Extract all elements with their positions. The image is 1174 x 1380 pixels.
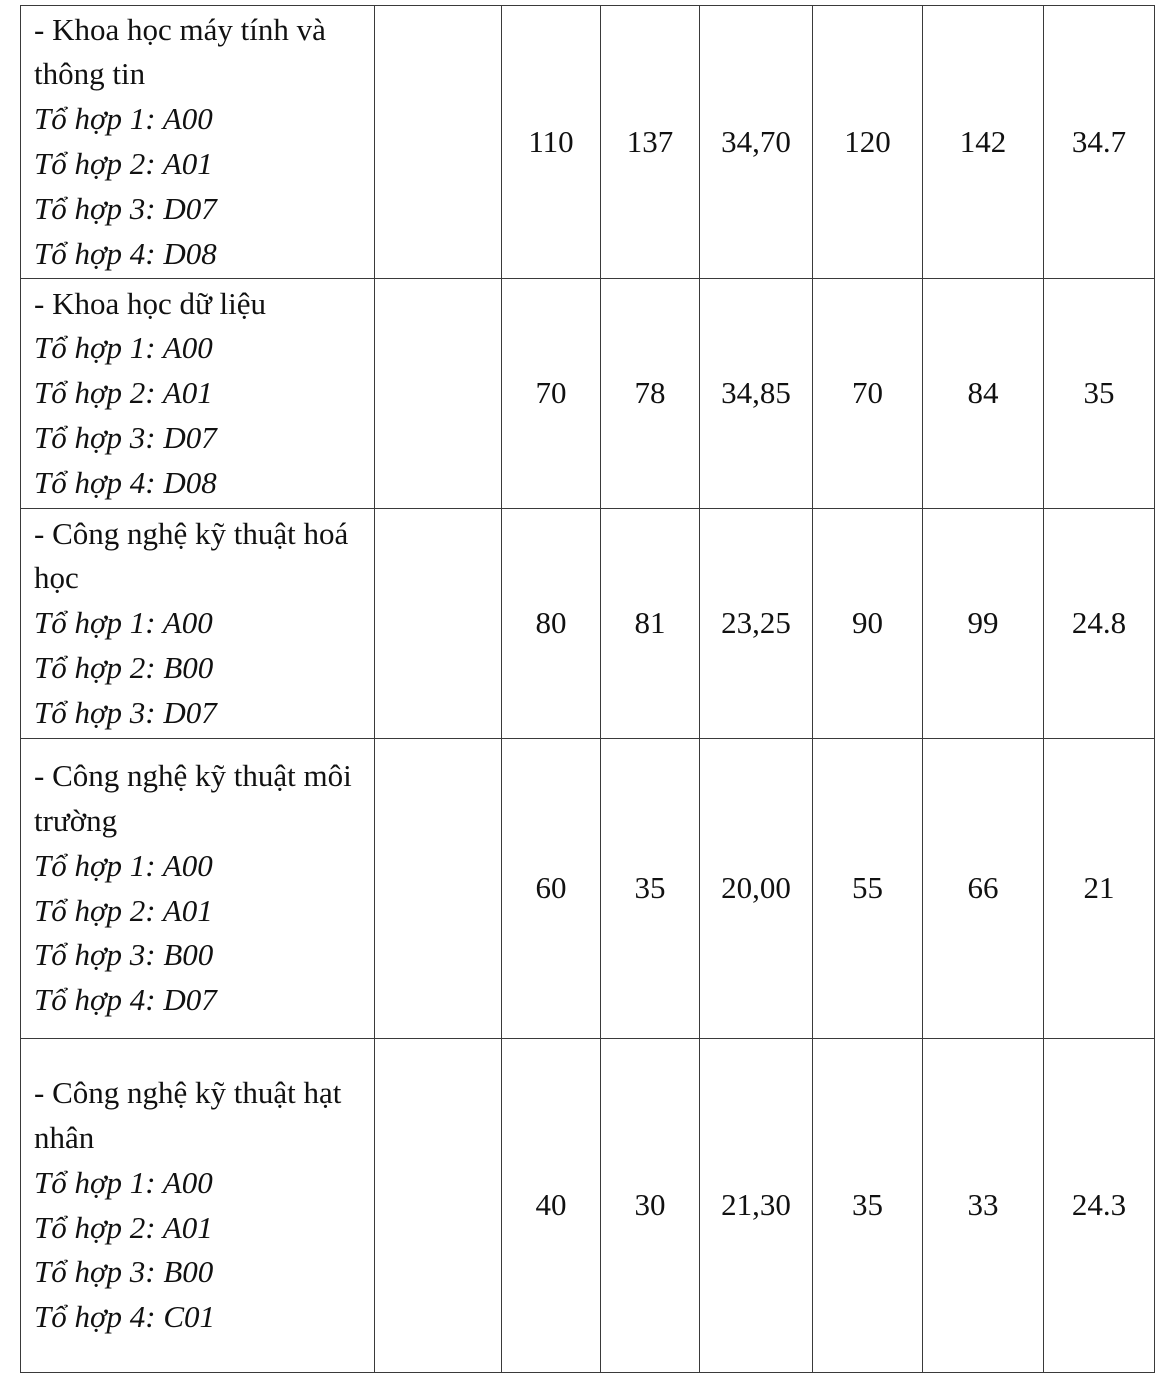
value-cell: 24.8 <box>1044 509 1155 739</box>
major-cell <box>21 509 375 739</box>
major-name: - Khoa học dữ liệu <box>34 285 267 321</box>
value-cell: 35 <box>601 739 700 1039</box>
value-cell: 40 <box>502 1039 601 1373</box>
major-code-cell <box>375 509 502 739</box>
table-row <box>21 279 1155 509</box>
value-cell: 34,70 <box>700 6 813 279</box>
value-cell: 110 <box>502 6 601 279</box>
major-name: - Công nghệ kỹ thuật hoá học <box>34 515 349 596</box>
subject-combination: Tổ hợp 4: C01 <box>34 1299 216 1335</box>
value-cell: 35 <box>1044 279 1155 509</box>
value-cell: 78 <box>601 279 700 509</box>
subject-combination: Tổ hợp 2: A01 <box>34 375 213 411</box>
admissions-table <box>20 5 1155 1373</box>
value-cell: 137 <box>601 6 700 279</box>
value-cell: 21,30 <box>700 1039 813 1373</box>
value-cell: 23,25 <box>700 509 813 739</box>
value-cell: 34,85 <box>700 279 813 509</box>
table-row <box>21 6 1155 279</box>
major-name: - Công nghệ kỹ thuật môi trường <box>34 758 352 838</box>
value-cell: 142 <box>923 6 1044 279</box>
major-code-cell <box>375 6 502 279</box>
value-cell: 33 <box>923 1039 1044 1373</box>
subject-combination: Tổ hợp 1: A00 <box>34 847 213 883</box>
value-cell: 21 <box>1044 739 1155 1039</box>
value-cell: 84 <box>923 279 1044 509</box>
table-body <box>21 6 1155 1373</box>
major-cell <box>21 739 375 1039</box>
subject-combination: Tổ hợp 2: B00 <box>34 649 214 685</box>
major-name: - Công nghệ kỹ thuật hạt nhân <box>34 1075 342 1155</box>
value-cell: 34.7 <box>1044 6 1155 279</box>
subject-combination: Tổ hợp 3: B00 <box>34 1254 214 1290</box>
subject-combination: Tổ hợp 1: A00 <box>34 101 213 137</box>
subject-combination: Tổ hợp 2: A01 <box>34 146 213 181</box>
value-cell: 70 <box>813 279 923 509</box>
value-cell: 70 <box>502 279 601 509</box>
subject-combination: Tổ hợp 3: D07 <box>34 694 217 730</box>
subject-combination: Tổ hợp 4: D07 <box>34 982 217 1018</box>
major-name: - Khoa học máy tính và thông tin <box>34 11 326 92</box>
major-cell <box>21 279 375 509</box>
major-code-cell <box>375 279 502 509</box>
table-row <box>21 739 1155 1039</box>
subject-combination: Tổ hợp 1: A00 <box>34 1164 213 1200</box>
table-row <box>21 1039 1155 1373</box>
value-cell: 20,00 <box>700 739 813 1039</box>
subject-combination: Tổ hợp 1: A00 <box>34 605 213 641</box>
value-cell: 55 <box>813 739 923 1039</box>
major-cell <box>21 6 375 279</box>
subject-combination: Tổ hợp 2: A01 <box>34 892 213 928</box>
subject-combination: Tổ hợp 3: D07 <box>34 419 217 455</box>
subject-combination: Tổ hợp 3: D07 <box>34 190 217 226</box>
major-code-cell <box>375 1039 502 1373</box>
value-cell: 99 <box>923 509 1044 739</box>
subject-combination: Tổ hợp 4: D08 <box>34 235 217 271</box>
subject-combination: Tổ hợp 2: A01 <box>34 1209 213 1245</box>
major-code-cell <box>375 739 502 1039</box>
value-cell: 80 <box>502 509 601 739</box>
subject-combination: Tổ hợp 4: D08 <box>34 464 217 500</box>
value-cell: 81 <box>601 509 700 739</box>
value-cell: 24.3 <box>1044 1039 1155 1373</box>
value-cell: 30 <box>601 1039 700 1373</box>
major-cell <box>21 1039 375 1373</box>
value-cell: 66 <box>923 739 1044 1039</box>
value-cell: 60 <box>502 739 601 1039</box>
value-cell: 90 <box>813 509 923 739</box>
table-row <box>21 509 1155 739</box>
value-cell: 120 <box>813 6 923 279</box>
value-cell: 35 <box>813 1039 923 1373</box>
subject-combination: Tổ hợp 1: A00 <box>34 330 213 366</box>
subject-combination: Tổ hợp 3: B00 <box>34 937 214 973</box>
